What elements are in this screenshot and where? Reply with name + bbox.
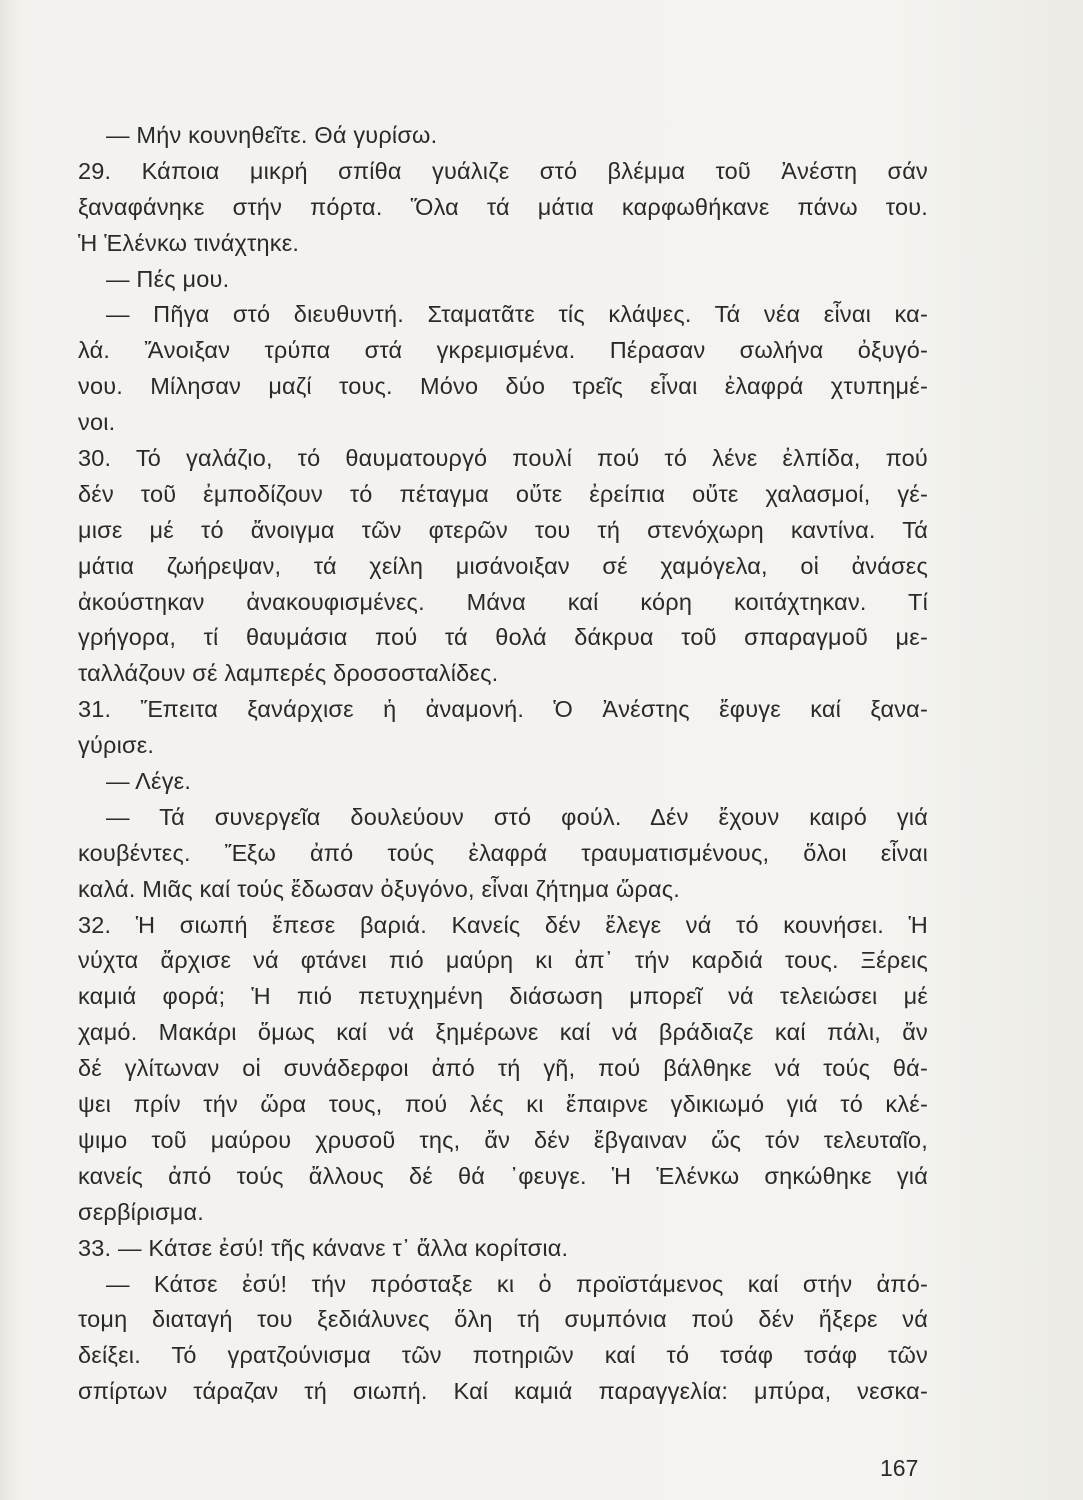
page-number: 167 — [880, 1455, 919, 1481]
text-line: καμιά φορά; Ἡ πιό πετυχημένη διάσωση μπορεῖ νά τελειώσει μέ — [78, 983, 928, 1010]
text-line: χαμό. Μακάρι ὅμως καί νά ξημέρωνε καί νά βράδιαζε καί πάλι, ἄν — [78, 1019, 928, 1046]
text-line: — Λέγε. — [106, 768, 192, 795]
text-line: δέν τοῦ ἐμποδίζουν τό πέταγμα οὔτε ἐρείπια οὔτε χαλασμοί, γέ- — [78, 480, 928, 507]
text-line: κουβέντες. Ἔξω ἀπό τούς ἐλαφρά τραυματισμένους, ὅλοι εἶναι — [78, 839, 928, 866]
text-line: μάτια ζωήρεψαν, τά χείλη μισάνοιξαν σέ χαμόγελα, οἱ ἀνάσες — [78, 552, 928, 579]
text-line: — Μήν κουνηθεῖτε. Θά γυρίσω. — [106, 122, 438, 148]
text-line: νου. Μίλησαν μαζί τους. Μόνο δύο τρεῖς εἶναι ἐλαφρά χτυπημέ- — [78, 373, 928, 400]
text-line: 29. Κάποια μικρή σπίθα γυάλιζε στό βλέμμα τοῦ Ἀνέστη σάν — [78, 157, 928, 184]
text-line: γύρισε. — [78, 732, 155, 759]
text-line: μισε μέ τό ἄνοιγμα τῶν φτερῶν του τή στενόχωρη καντίνα. Τά — [78, 516, 928, 543]
text-line: σπίρτων τάραζαν τή σιωπή. Καί καμιά παραγγελία: μπύρα, νεσκα- — [78, 1378, 928, 1405]
text-line: — Κάτσε ἐσύ! τήν πρόσταξε κι ὁ προϊστάμενος καί στήν ἀπό- — [106, 1270, 928, 1297]
text-line: νύχτα ἄρχισε νά φτάνει πιό μαύρη κι ἀπ᾽ τήν καρδιά τους. Ξέρεις — [78, 947, 928, 974]
text-line: νοι. — [78, 409, 116, 436]
text-line: 33. — Κάτσε ἐσύ! τῆς κάνανε τ᾽ ἄλλα κορίτσια. — [78, 1234, 569, 1261]
text-line: ταλλάζουν σέ λαμπερές δροσοσταλίδες. — [78, 660, 499, 687]
text-line: ψει πρίν τήν ὥρα τους, πού λές κι ἔπαιρνε γδικιωμό γιά τό κλέ- — [78, 1091, 928, 1118]
text-line: καλά. Μιᾶς καί τούς ἔδωσαν ὀξυγόνο, εἶναι ζήτημα ὥρας. — [78, 875, 681, 902]
text-line: ξαναφάνηκε στήν πόρτα. Ὅλα τά μάτια καρφωθήκανε πάνω του. — [78, 193, 928, 220]
text-line: Ἡ Ἑλένκω τινάχτηκε. — [78, 229, 300, 256]
text-line: ψιμο τοῦ μαύρου χρυσοῦ της, ἄν δέν ἔβγαιναν ὥς τόν τελευταῖο, — [78, 1126, 928, 1153]
text-line: τομη διαταγή του ξεδιάλυνες ὅλη τή συμπόνια πού δέν ἤξερε νά — [78, 1306, 928, 1333]
text-line: κανείς ἀπό τούς ἄλλους δέ θά ᾽φευγε. Ἡ Ἑλένκω σηκώθηκε γιά — [78, 1162, 928, 1189]
text-line: δέ γλίτωναν οἱ συνάδερφοι ἀπό τή γῆ, πού βάλθηκε νά τούς θά- — [78, 1055, 928, 1082]
text-line: — Πές μου. — [106, 265, 230, 292]
text-line: δείξει. Τό γρατζούνισμα τῶν ποτηριῶν καί τό τσάφ τσάφ τῶν — [78, 1342, 928, 1369]
text-line: — Πῆγα στό διευθυντή. Σταματᾶτε τίς κλάψες. Τά νέα εἶναι κα- — [106, 301, 928, 328]
text-line: λά. Ἄνοιξαν τρύπα στά γκρεμισμένα. Πέρασαν σωλήνα ὀξυγό- — [78, 337, 928, 364]
text-line: σερβίρισμα. — [78, 1198, 205, 1225]
text-line: — Τά συνεργεῖα δουλεύουν στό φούλ. Δέν ἔχουν καιρό γιά — [106, 803, 928, 830]
text-line: 31. Ἔπειτα ξανάρχισε ἡ ἀναμονή. Ὁ Ἀνέστης ἔφυγε καί ξανα- — [78, 696, 928, 723]
text-line: 32. Ἡ σιωπή ἔπεσε βαριά. Κανείς δέν ἔλεγε νά τό κουνήσει. Ἡ — [78, 911, 928, 938]
body-text — [78, 118, 928, 1410]
text-line: ἀκούστηκαν ἀνακουφισμένες. Μάνα καί κόρη κοιτάχτηκαν. Τί — [78, 588, 928, 615]
text-line: γρήγορα, τί θαυμάσια πού τά θολά δάκρυα τοῦ σπαραγμοῦ με- — [78, 624, 928, 651]
text-line: 30. Τό γαλάζιο, τό θαυματουργό πουλί πού τό λένε ἐλπίδα, πού — [78, 445, 928, 472]
